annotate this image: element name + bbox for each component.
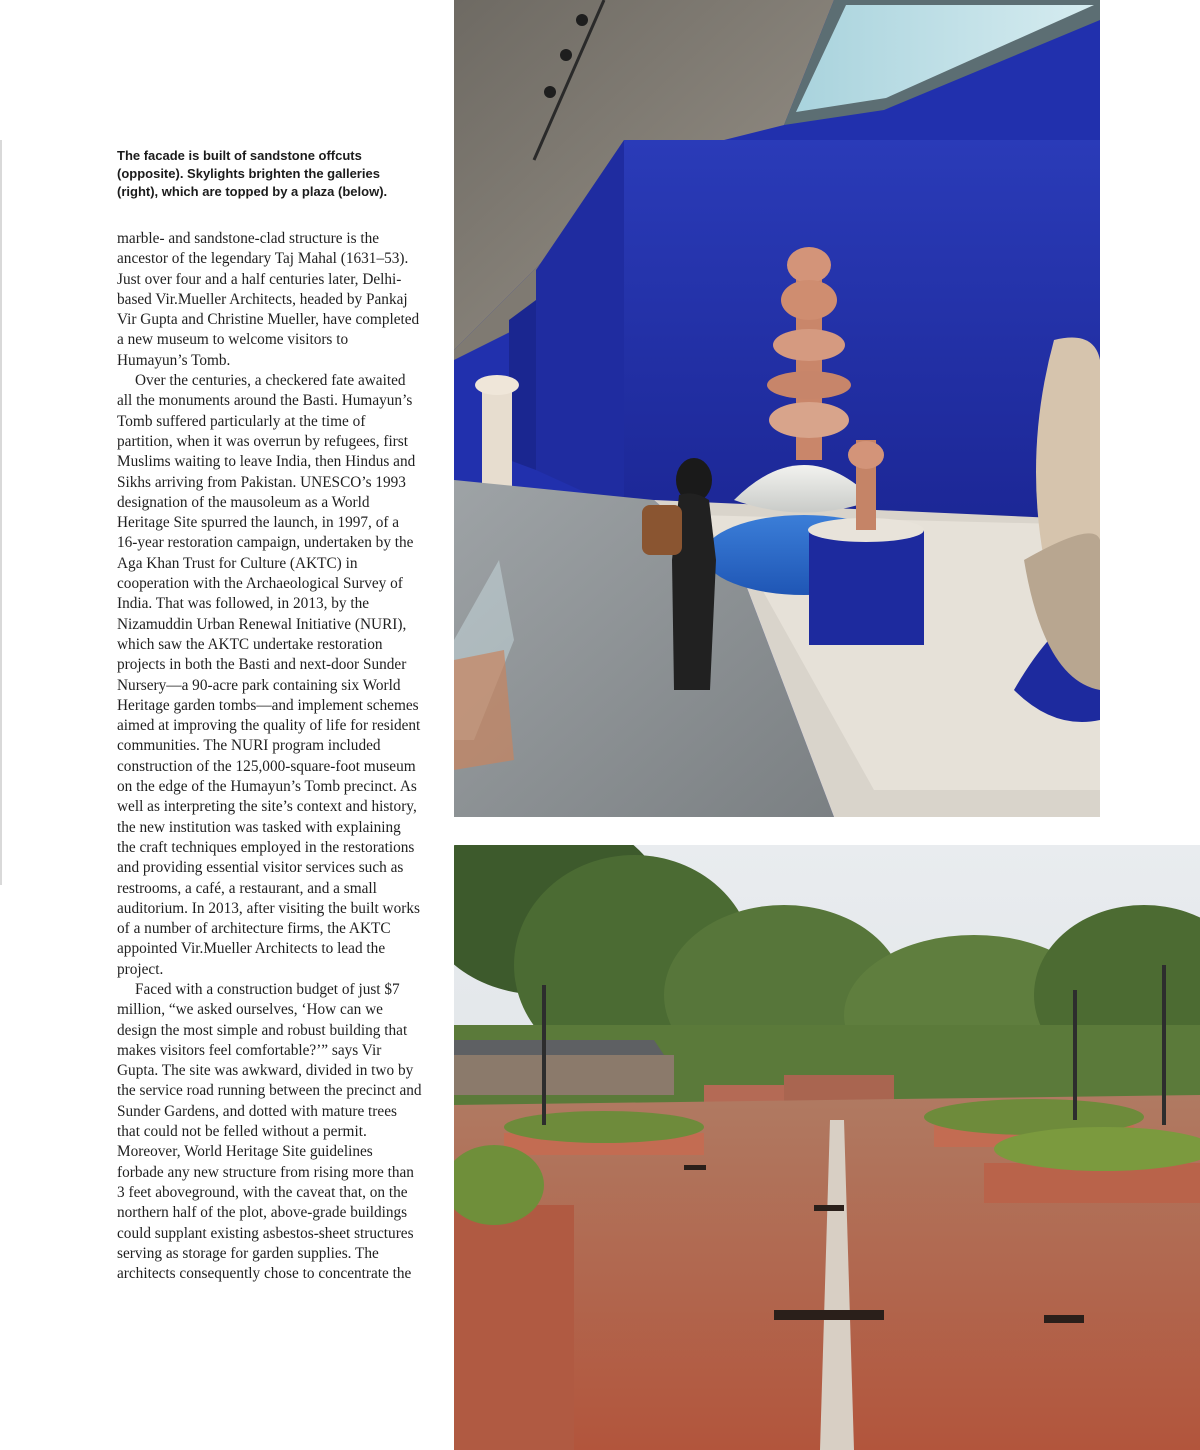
gallery-photo	[454, 0, 1100, 817]
body-paragraph-1: marble- and sandstone-clad structure is the ancestor of the legendary Taj Mahal (1631–53). Just over four and a half centuries later, Delhi-based Vir.Mueller Architects, headed by Pankaj Vir Gupta and Christine Mueller, have completed a new museum to welcome visitors to Humayun’s Tomb.	[117, 230, 420, 369]
page-edge-rule	[0, 140, 2, 885]
body-paragraph-2: Over the centuries, a checkered fate awaited all the monuments around the Basti. Humayun’s Tomb suffered particularly at the time of partition, when it was overrun by refugees, first Muslims waiting to leave India, then Hindus and Sikhs arriving from Pakistan. UNESCO’s 1993 designation of the mausoleum as a World Heritage Site spurred the launch, in 1997, of a 16-year restoration campaign, undertaken by the Aga Khan Trust for Culture (AKTC) in cooperation with the Archaeological Survey of India. That was followed, in 2013, by the Nizamuddin Urban Renewal Initiative (NURI), which saw the AKTC undertake restoration projects in both the Basti and next-door Sunder Nursery—a 90-acre park containing six World Heritage garden tombs—and implement schemes aimed at improving the quality of life for resident communities. The NURI program included construction of the 125,000-square-foot museum on the edge of the Humayun’s Tomb precinct. As well as interpreting the site’s context and history, the new institution was tasked with explaining the craft techniques employed in the restorations and providing essential visitor services such as restrooms, a café, a restaurant, and a small auditorium. In 2013, after visiting the built works of a number of architecture firms, the AKTC appointed Vir.Mueller Architects to lead the project.	[117, 372, 421, 978]
plaza-photo	[454, 845, 1200, 1450]
article-body	[117, 229, 422, 1284]
body-paragraph-3: Faced with a construction budget of just $7 million, “we asked ourselves, ‘How can we design the most simple and robust building that makes visitors feel comfortable?’” says Vir Gupta. The site was awkward, divided in two by the service road running between the precinct and Sunder Gardens, and dotted with mature trees that could not be felled without a permit. Moreover, World Heritage Site guidelines forbade any new structure from rising more than 3 feet aboveground, with the caveat that, on the northern half of the plot, above-grade buildings could supplant existing asbestos-sheet structures serving as storage for garden supplies. The architects consequently chose to concentrate the	[117, 980, 422, 1283]
photo-caption: The facade is built of sandstone offcuts (opposite). Skylights brighten the galleries (right), which are topped by a plaza (below).	[117, 148, 388, 199]
